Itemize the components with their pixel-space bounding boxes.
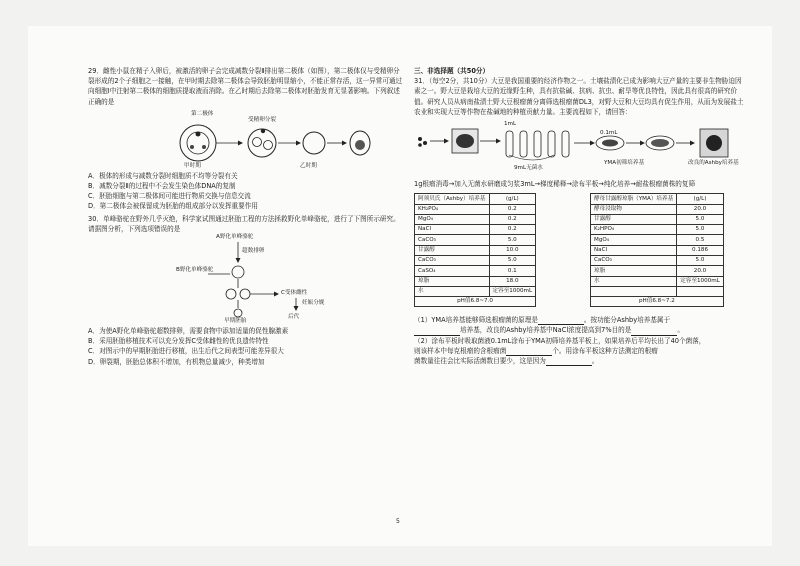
answer-blank[interactable] [546,358,592,366]
table-cell: MgO₄ [415,214,490,224]
table-cell: 0.2 [489,204,536,214]
q31-sub2-c-text: 个。用涂布平板这种方法测定的根瘤 [552,346,658,355]
table-cell: 5.0 [489,235,536,245]
q29-stem: 29．雌性小鼠在精子入卵后，被激活的卵子会完成减数分裂Ⅱ排出第二极体（如图），第二极体仅与受精卵分裂形成的2个子细胞之一接触，在甲时期去除第二极体会导致胚胎明显缩小，不能正常存活，这一异常可通过向细胞Ⅰ中注射第二极体的细胞质提取液而消除。在乙时期后去除第二极体对胚胎发育无显著影响。下列叙述正确的是 [88,67,403,106]
q31-sub2-d [414,356,746,366]
table-cell [591,286,677,296]
table-cell: 0.5 [677,235,724,245]
table-cell: 定容至1000mL [677,276,724,286]
table-cell: K₂HPO₄ [591,225,677,235]
table-cell: 水 [415,286,490,296]
media-tables [414,193,746,315]
table-cell: MgO₄ [591,235,677,245]
fig30-label-superovulation: 超数排卵 [242,248,265,255]
q31-process-flow: 1g根瘤消毒→加入无菌水研磨成匀浆3mL→梯度稀释→涂布平板→纯化培养→耐盐根瘤菌株的复筛 [414,180,696,189]
fig31-label-0-1ml: 0.1mL [600,130,618,137]
table-cell: 0.1 [489,266,536,276]
fig30-label-b-male: B野化单峰骆驼 [176,267,214,274]
table-cell: 5.0 [677,225,724,235]
q31-sub1-c [414,325,746,335]
q30-figure [88,234,406,326]
q31-figure [414,119,746,179]
answer-blank[interactable] [414,328,460,336]
page-number: 5 [396,518,400,525]
q31-sub2-b-text: 则该样本中每克根瘤的含根瘤菌 [414,346,507,355]
q31-sub1-a-text: （1）YMA培养基能够筛选根瘤菌的原理是 [414,316,538,325]
q31-sub1-a [414,315,746,325]
yma-header-1: (g/L) [677,194,724,204]
table-cell: 0.2 [489,225,536,235]
q31-sub2-b [414,346,746,356]
fig30-label-a-female: A野化单峰骆驼 [216,234,254,241]
q30-option-b: B．采用胚胎移植技术可以充分发挥C受体雌性的优良遗传特性 [88,337,269,346]
q31-sub1-d-text: 。 [677,326,684,335]
q29-option-d: D．第二极体会被保留成为胚胎的组成部分以发挥重要作用 [88,202,258,211]
ashby-header-0: 阿须贝氏（Ashby）培养基 [415,194,490,204]
q30-stem: 30．单峰骆驼在野外几乎灭绝，科学家试图通过胚胎工程的方法拯救野化单峰骆驼，进行了下图所示研究。请据图分析，下列选项错误的是 [88,214,400,233]
table-cell: 定容至1000mL [489,286,536,296]
table-cell: 琼脂 [415,276,490,286]
yma-medium-table [590,193,724,307]
fig29-label-zygote-b: 乙时期 [300,162,317,169]
yma-header-0: 酵母甘露醇琼脂（YMA）培养基 [591,194,677,204]
ashby-header-1: (g/L) [489,194,536,204]
q31-sub2-a: （2）涂布平板时吸取菌液0.1mL涂布于YMA初筛培养基平板上，如果培养后平均长出了40个菌落， [414,336,706,345]
table-cell: 10.0 [489,245,536,255]
ashby-ph: pH值6.8~7.0 [415,297,536,307]
q31-sub2-e-text: 。 [591,357,599,366]
table-cell: 水 [591,276,677,286]
q30-option-d: D．卵裂期，胚胎总体积不增加，有机物总量减少，种类增加 [88,357,265,366]
fig31-label-yma-initial: YMA初筛培养基 [604,160,645,167]
fig29-label-second-polar-body: 第二极体 [191,110,214,117]
table-cell: 5.0 [677,256,724,266]
q30-option-c: C．对图示中的早期胚胎进行移植，出生后代之间表型可能差异很大 [88,347,284,356]
fig30-label-pregnancy: 妊娠分娩 [302,300,325,307]
q29-option-a: A．极体的形成与减数分裂时细胞质不均等分裂有关 [88,171,238,180]
table-cell: CaCO₃ [415,256,490,266]
fig31-label-sterile-water: 9mL无菌水 [514,165,543,172]
table-cell: CaSO₄ [415,266,490,276]
fig30-label-offspring: 后代 [288,314,300,321]
table-cell [677,286,724,296]
exam-page [28,26,772,546]
right-column [414,26,746,366]
table-cell: CaCO₃ [591,256,677,266]
q31-sub2-d-text: 菌数量往往会比实际活菌数目要少，这是因为 [414,357,546,366]
screening-process-diagram [414,119,746,179]
table-cell: 甘露醇 [415,245,490,255]
fertilization-diagram [88,109,406,171]
yma-ph: pH值6.8~7.2 [591,297,724,307]
table-cell: KH₂PO₄ [415,204,490,214]
q31-sub1-b-text: 。按功能分Ashby培养基属于 [583,316,671,325]
fig30-label-c-female: C受体雌性 [281,290,308,297]
table-cell: 5.0 [489,256,536,266]
table-cell: NaCl [591,245,677,255]
q29-figure [88,109,406,171]
table-cell: 20.0 [677,204,724,214]
q31-sub1-c-text: 培养基，改良的Ashby培养基中NaCl浓度提高到7%目的是 [460,326,632,335]
q29-option-c: C．胚胎细胞与第二极体间可能进行物质交换与信息交流 [88,192,251,201]
answer-blank[interactable] [538,317,584,325]
table-cell: 酵母浸取物 [591,204,677,214]
section-title: 三、非选择题（共50分） [414,67,490,75]
table-cell: 20.0 [677,266,724,276]
table-cell: 甘露醇 [591,214,677,224]
answer-blank[interactable] [506,348,552,356]
table-cell: 0.2 [489,214,536,224]
q31-stem: 31．（每空2分，共10分）大豆是我国重要的经济作物之一。土壤盐渍化已成为影响大豆产量的主要非生物胁迫因素之一。野大豆是栽培大豆的近缘野生种，具有抗盐碱、抗病、抗虫、耐旱等优良特性，因此具有很高的研究价值。研究人员从病南盐渍土野大豆根瘤菌分离筛选根瘤菌DL3，对野大豆和大豆均具有促生作用，从而为发展盐土农业和实现大豆等作物在盐碱地的种植贡献力量。主要流程如下，请回答： [414,77,744,116]
fig31-label-1ml: 1mL [504,121,517,128]
table-cell: NaCl [415,225,490,235]
fig29-label-oocyte: 甲时期 [184,162,201,169]
table-cell: 5.0 [677,214,724,224]
ashby-medium-table [414,193,536,307]
table-cell: 琼脂 [591,266,677,276]
answer-blank[interactable] [631,328,677,336]
left-column [88,26,406,367]
fig29-label-fertilized: 受精卵分裂 [248,116,276,123]
q29-option-b: B．减数分裂Ⅱ的过程中不会发生染色体DNA的复制 [88,182,236,191]
table-cell: 0.186 [677,245,724,255]
fig30-label-early-embryo: 早期胚胎 [224,318,247,325]
table-cell: 18.0 [489,276,536,286]
q30-option-a: A．为使A野化单峰骆驼超数排卵，需要食物中添加适量的促性腺激素 [88,327,289,336]
table-cell: CaCO₃ [415,235,490,245]
fig31-label-modified-ashby: 改良的Ashby培养基 [688,160,739,167]
